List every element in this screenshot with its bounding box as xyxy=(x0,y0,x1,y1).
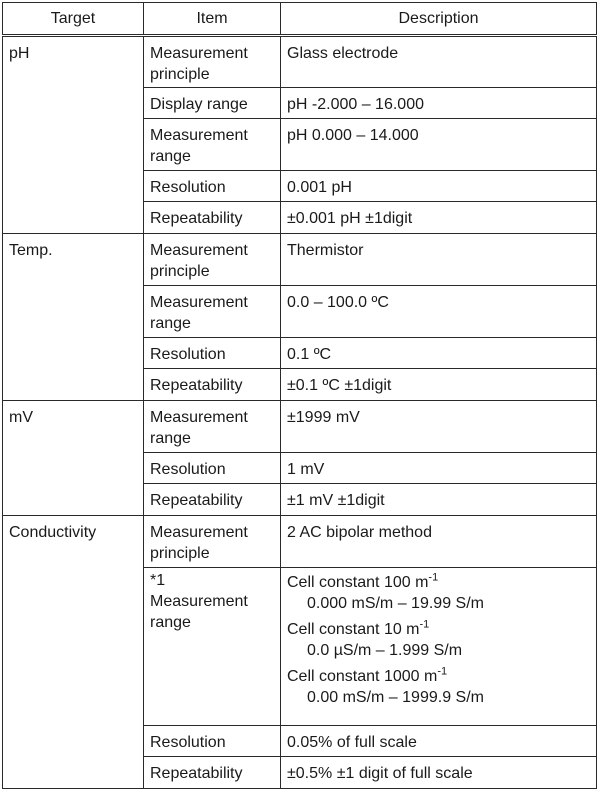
item-cell: Resolution xyxy=(144,726,281,757)
table-row xyxy=(3,516,597,568)
item-cell: Resolution xyxy=(144,453,281,484)
table-row xyxy=(3,401,597,453)
target-conductivity: Conductivity xyxy=(3,516,144,789)
item-cell: *1 Measurement range xyxy=(144,568,281,726)
item-cell: Measurement principle xyxy=(144,234,281,286)
item-cell: Resolution xyxy=(144,338,281,369)
description-cell: 0.001 pH xyxy=(281,171,597,202)
cell-constant-label: Cell constant 1000 $m^{-1}$ xyxy=(287,665,448,685)
item-cell: Measurement range xyxy=(144,119,281,171)
item-cell: Measurement principle xyxy=(144,516,281,568)
description-cell: ±0.5% ±1 digit of full scale xyxy=(281,757,597,789)
description-cell: 0.0 – 100.0 ºC xyxy=(281,286,597,338)
header-target: Target xyxy=(3,3,144,36)
description-cell: pH -2.000 – 16.000 xyxy=(281,88,597,119)
item-cell: Measurement principle xyxy=(144,36,281,88)
item-cell: Repeatability xyxy=(144,369,281,401)
item-cell: Measurement range xyxy=(144,401,281,453)
item-cell: Measurement range xyxy=(144,286,281,338)
table-row xyxy=(3,234,597,286)
target-mv: mV xyxy=(3,401,144,516)
table-row xyxy=(3,36,597,88)
cell-constant-range: 0.0 µS/m – 1.999 S/m xyxy=(307,642,463,659)
item-cell: Display range xyxy=(144,88,281,119)
description-cell: 0.05% of full scale xyxy=(281,726,597,757)
description-cell: ±0.1 ºC ±1digit xyxy=(281,369,597,401)
cell-constant-label: Cell constant 10 $m^{-1}$ xyxy=(287,618,430,638)
description-cell: Glass electrode xyxy=(281,36,597,88)
description-cell: ±1 mV ±1digit xyxy=(281,484,597,516)
item-cell: Repeatability xyxy=(144,757,281,789)
item-cell: Repeatability xyxy=(144,202,281,234)
description-cell: 0.1 ºC xyxy=(281,338,597,369)
description-cell: ±1999 mV xyxy=(281,401,597,453)
description-cell: pH 0.000 – 14.000 xyxy=(281,119,597,171)
cell-constant-label: Cell constant 100 $m^{-1}$ xyxy=(287,571,439,591)
header-description: Description xyxy=(281,3,597,36)
description-cell: 2 AC bipolar method xyxy=(281,516,597,568)
item-cell: Resolution xyxy=(144,171,281,202)
target-ph: pH xyxy=(3,36,144,234)
header-item: Item xyxy=(144,3,281,36)
item-cell: Repeatability xyxy=(144,484,281,516)
cell-constant-range: 0.000 mS/m – 19.99 S/m xyxy=(307,595,484,612)
description-cell: 1 mV xyxy=(281,453,597,484)
description-cell: ±0.001 pH ±1digit xyxy=(281,202,597,234)
footnote-mark: *1 xyxy=(150,572,166,589)
target-temp: Temp. xyxy=(3,234,144,401)
specification-table xyxy=(2,2,597,789)
header-row xyxy=(3,3,597,36)
cell-constant-range: 0.00 mS/m – 1999.9 S/m xyxy=(307,689,484,706)
description-cell: Thermistor xyxy=(281,234,597,286)
description-cell xyxy=(281,568,597,726)
